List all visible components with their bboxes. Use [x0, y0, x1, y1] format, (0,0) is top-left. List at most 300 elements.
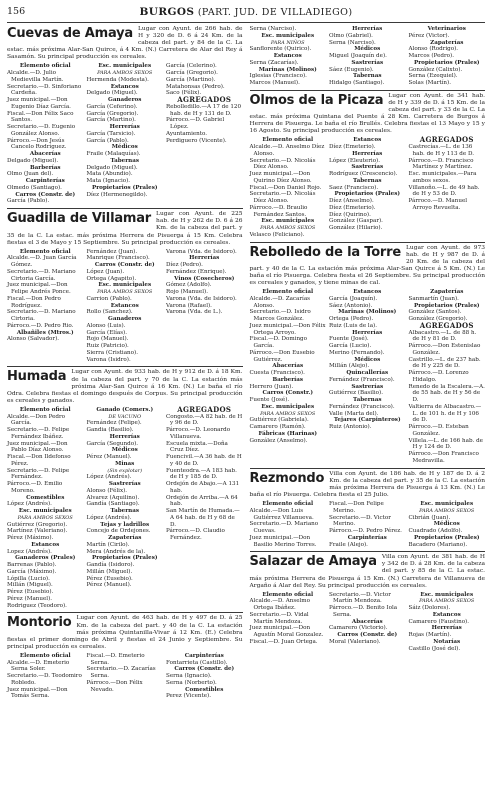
listing-line: Gómez (Adolfo).: [166, 282, 212, 289]
listing-line: Sierra (Cristiano).: [86, 349, 138, 356]
listing-line: Albacastro.—L. de 88 h. de H y 81 de D.: [408, 329, 477, 343]
category-heading: Médicos: [111, 447, 138, 454]
listing-line: Pérez (Manuel).: [86, 582, 132, 589]
listing-column: [87, 249, 164, 364]
listing-line: García (Elías).: [86, 329, 128, 336]
listing-line: Alcalde.—D. Zacarías Alonso.: [249, 295, 311, 309]
category-heading: Barberías: [272, 376, 304, 383]
category-heading: Barberías: [29, 164, 61, 171]
listing-column: [409, 289, 486, 465]
listing-line: Fernández (Francisco).: [329, 403, 395, 410]
page-title: [7, 6, 485, 18]
town-description: Humada Lugar con Ayunt. de 933 hab. de H y 912 de D. á 18 Km. de la cabeza del part. y 70 de la C. La estación más próxima Alar-San Quirce á 16 Km. (N.) Le baña el río Odra. Celebra fiestas el domingo después de Corpus. Su principal producción es cereales y ganados.: [7, 369, 243, 404]
listing-line: Pérez (Victor).: [408, 32, 450, 39]
listing-line: García (Tarsicio).: [86, 130, 136, 137]
page-number: 156: [7, 6, 26, 17]
town-name: Cuevas de Amaya: [7, 26, 133, 41]
entry-divider: [250, 242, 486, 243]
listing-line: Secretario.—D. Nicolás Díez Alonso.: [249, 191, 316, 205]
listing-line: Fuente (José).: [329, 336, 369, 343]
listing-line: Alvarez (Aquilino).: [86, 494, 140, 501]
category-heading: Médicos: [354, 46, 381, 53]
listing-line: Párroco.—D. Esteban González.: [408, 424, 469, 437]
listing-line: Sáez (Antonio).: [329, 302, 373, 309]
category-heading: Veterinarios: [427, 26, 466, 32]
listing-line: Perez (Vicente).: [166, 693, 212, 700]
listing-line: Ruiz (Antonio).: [329, 424, 372, 431]
category-note: (Sin explotar): [107, 467, 143, 474]
listing-line: Camarero (Faustino).: [408, 618, 470, 625]
page-header: [7, 6, 485, 23]
listing-line: González (Santos).: [408, 309, 462, 316]
category-heading: Carros (Constr.): [262, 390, 313, 397]
town-entry: [7, 369, 243, 609]
listing-line: Ortega (Pedro).: [329, 316, 374, 323]
category-heading: Tabernas: [110, 508, 139, 515]
listing-line: Alcalde.—D. Emeterio Serna Soler.: [7, 659, 70, 673]
listing-line: Párroco.—D. Benito Iola Serna.: [329, 605, 398, 618]
town-name: Rebolledo de la Torre: [249, 244, 401, 260]
listing-line: López (Andrés).: [86, 474, 132, 481]
columns: [7, 26, 485, 700]
listing-line: Iglesias (Francisco).: [249, 73, 307, 80]
category-heading: Propietarios (Prales): [414, 534, 480, 541]
listing-line: Pérez (Eusebio).: [7, 589, 54, 596]
category-heading: Esc. municipales: [98, 63, 152, 70]
category-heading: Zapaterías: [430, 289, 464, 296]
listing-line: Gandia (Basilio).: [86, 427, 134, 434]
listing-line: Sanflorente (Quirico).: [249, 46, 312, 53]
listing-line: Carrion (Pablo).: [86, 295, 132, 302]
listing-line: Rojo (Manuel).: [86, 336, 129, 343]
town-entry: [7, 211, 243, 363]
listing-line: Secretario.—D. Felipe Fernández Ibáñez.: [7, 427, 70, 440]
listing-line: Párroco.—D. Leonardo Villanueva.: [166, 427, 231, 440]
listing-line: González (Hilario).: [329, 225, 383, 232]
category-heading: Marinas (Molinos): [258, 66, 317, 73]
category-heading: Carros (Constr. de): [94, 262, 155, 269]
category-heading: Comestibles: [185, 686, 224, 693]
listing-line: García (Martino).: [166, 76, 216, 83]
listing-line: Párroco.—D. Emilio Moreno.: [7, 481, 63, 494]
listing-line: Díez (Hermenegildo).: [86, 191, 148, 198]
category-heading: Propietarios (Prales): [414, 59, 480, 66]
listing-line: Sáez (Eugenio).: [329, 66, 374, 73]
listing-column: [409, 26, 486, 87]
listing-line: Párroco.—Don Francisco Medravilla.: [408, 451, 479, 464]
listing-line: Cuesta (Francisco).: [249, 370, 305, 377]
listing-column: [7, 249, 84, 364]
category-note: PARA AMBOS SEXOS: [17, 514, 73, 521]
listing-line: Secretario.—D. Mariano Cirtoria García.: [7, 268, 76, 282]
category-heading: Elemento oficial: [262, 501, 314, 507]
listing-line: Lopez (Andrés).: [7, 548, 52, 555]
category-note: PARA AMBOS SEXOS: [260, 225, 316, 232]
listing-line: Camarero (Victorio).: [329, 625, 388, 632]
listing-line: González (Calixto).: [408, 66, 463, 73]
category-heading: Tabernas: [352, 177, 382, 184]
category-heading: Estancos: [110, 83, 139, 90]
category-heading: Estancos: [432, 611, 461, 618]
page-title-sub: (PART. JUD. DE VILLADIEGO): [197, 7, 353, 18]
listing-column: [329, 137, 406, 238]
listing-column: [250, 26, 327, 87]
listing-line: Martín (Cirilo).: [86, 541, 130, 548]
listing-line: Valle (Marta del).: [329, 410, 379, 417]
category-heading: Herrerías: [109, 433, 140, 440]
listing-line: Hermenda (Modesta).: [86, 76, 149, 83]
listing-column: [250, 501, 327, 548]
listing-line: Ruiz (Luis de la).: [329, 322, 378, 329]
category-heading: Esc. municipales: [420, 591, 474, 598]
category-heading: Herrerías: [352, 150, 383, 157]
listing-line: Olmo (Gabriel).: [329, 32, 373, 39]
listing-line: Manrique (Francisco).: [86, 255, 150, 262]
listing-column: [329, 592, 406, 653]
category-heading: Vinos (Cosecheros): [174, 275, 235, 282]
listing-line: Secretario.—D. Vidal Martín Mendoza.: [249, 611, 309, 625]
listing-line: García (Celerino).: [166, 63, 217, 70]
listing-line: Saez (Francisco).: [329, 184, 379, 191]
listing-column: [87, 407, 164, 610]
listing-line: Fernández (Francisco).: [329, 376, 395, 383]
category-heading: Sastrerías: [351, 164, 384, 171]
category-heading: Elemento oficial: [262, 137, 314, 144]
listing-column: [250, 137, 327, 238]
listing-line: Secretario.—D. Nicolás Díez Alonso.: [249, 157, 316, 171]
listing-line: García (Gregorio).: [86, 110, 139, 117]
listing-line: García (Segundo).: [86, 440, 139, 447]
category-heading: Albañiles (Mtros.): [16, 329, 74, 336]
town-description: Guadilla de Villamar Lugar con Ayunt. de 225 hab. de H y 262 de D. 6 á 26 Km. de la cabeza del part. y 35 de la C. La estac. más próxima Herrera de Pisuerga á 15 Km. Celebra fiestas el 3 de Mayo y 15 Septiembre. Su principal producción es cereales.: [7, 211, 243, 246]
town-entry: [7, 615, 243, 700]
category-heading: Carros (Constr. de): [174, 666, 235, 673]
listing-line: Gandía (Santiago).: [86, 501, 140, 508]
listing-line: Párroco.—D. Manuel Arroyo Revuelta.: [408, 198, 468, 211]
listing-line: Fiscal.—Don Felipe Merino.: [329, 501, 384, 514]
category-heading: Zapaterías: [108, 535, 142, 542]
entry-divider: [250, 468, 486, 469]
listing-line: Olmo (Juan del).: [7, 171, 54, 178]
category-heading: Ganaderos (Prales): [15, 555, 76, 562]
entry-divider: [7, 208, 243, 209]
listing-line: Alcalde.—D. Juan García Gómez.: [7, 255, 77, 269]
category-heading: Herrerías: [352, 26, 383, 32]
category-heading: Carros (Constr. de): [15, 191, 76, 198]
listing-line: Alonso (Rodrigo).: [408, 46, 459, 53]
listing-line: Fernández (Enrique).: [166, 268, 227, 275]
listing-line: Millán (Miguel).: [7, 582, 53, 589]
listing-line: Varona (Isidro).: [86, 356, 131, 363]
listing-column: [7, 407, 84, 610]
listing-column: [87, 653, 164, 700]
category-note: PARA AMBOS SEXOS: [419, 598, 475, 605]
listing-line: Fiscal.—Don Pedro Rodríguez.: [7, 295, 61, 309]
listing-line: Camarero (Ramón).: [249, 424, 306, 431]
listing-line: López (Eleuterio).: [329, 157, 381, 164]
listing-column: [409, 501, 486, 548]
listing-line: Esc. municipales.—Para ambos sexos.: [408, 171, 477, 184]
category-heading: Abacerías: [351, 618, 383, 625]
town-name: Olmos de la Picaza: [249, 92, 384, 108]
agregados-heading: AGREGADOS: [177, 95, 232, 105]
category-heading: Minas: [115, 460, 135, 467]
listing-line: García (Pablo).: [7, 198, 50, 205]
listing-line: Fontarrieta (Castillo).: [166, 659, 228, 666]
listing-line: Secretario.—D. Mariano Cuevas.: [249, 521, 319, 534]
category-note: PARA NIÑOS: [270, 39, 305, 46]
category-heading: Elemento oficial: [262, 591, 314, 598]
category-heading: Propietarios (Prales): [92, 184, 158, 191]
listing-line: Rodriguez (Teodoro).: [7, 602, 67, 609]
category-heading: Abacerías: [29, 151, 61, 158]
listing-line: Rojo (Manuel).: [166, 289, 208, 296]
town-name: Montorio: [7, 615, 72, 631]
listing-line: Villanoño.—L. de 49 hab. de H y 53 de D.: [408, 184, 480, 198]
listing-line: Herrero (Juan).: [249, 383, 294, 390]
listing-line: Párroco.—D. Braulio Fernández Santos.: [249, 204, 308, 218]
listing-line: Párroco.—D. Francisco Martínez y Martínez.: [408, 157, 474, 171]
listing-line: Gutiérrez (Basilio).: [329, 390, 383, 397]
listing-column: [7, 63, 84, 205]
listing-line: González (Gaspar).: [329, 218, 383, 225]
listing-line: Villela.—L. de 166 hab. de H y 124 de D.: [408, 437, 483, 451]
category-heading: Carpinterías: [184, 652, 224, 659]
entry-listing-grid: [7, 63, 243, 205]
listing-line: Miguel (Joaquín de).: [329, 53, 387, 59]
listing-line: García (Gregorio).: [166, 70, 218, 77]
listing-line: García (Ceferino).: [86, 103, 138, 110]
listing-line: Perdiguero (Vicente).: [166, 137, 227, 144]
listing-line: Juez municipal.—Don Felipe Andrés Ponce.: [7, 282, 71, 296]
category-heading: Estancos: [31, 541, 60, 548]
listing-line: Párroco.—Don Eusebio Gutiérrez.: [249, 349, 315, 363]
listing-line: Secretario.—D. Teodomiro Robledo.: [7, 673, 82, 686]
listing-line: Alcalde.—D. Anselmo Ortega Ibáñez.: [249, 598, 310, 612]
listing-line: Moral (Valeriano).: [329, 638, 381, 645]
listing-line: Fiscal.—Don Félix Saco Santos.: [7, 110, 74, 124]
listing-line: Castrecías.—L. de 136 hab. de H y 113 de D.: [408, 144, 475, 157]
listing-line: Fiscal.—D. Domingo García.: [249, 336, 308, 350]
listing-line: Secretario.—D. Sinforiano Cardeña.: [7, 83, 82, 97]
listing-line: Millán (Alejo).: [329, 363, 370, 370]
listing-line: López (Andrés).: [86, 514, 132, 521]
category-heading: Carros (Constr. de): [337, 632, 398, 639]
listing-line: Sáiz (Dolores).: [408, 605, 451, 612]
town-name: Rezmondo: [249, 470, 325, 486]
listing-line: Secretario.—D. Mariano Cirtoria.: [7, 309, 76, 323]
category-heading: Fábricas (Harinas): [258, 430, 317, 437]
listing-column: [166, 653, 243, 700]
town-name: Salazar de Amaya: [249, 554, 377, 570]
listing-line: Rodríguez (Crescencio).: [329, 171, 398, 178]
category-heading: Abacerías: [272, 363, 304, 370]
listing-line: Congosto.—A 82 hab. de H y 96 de D.: [166, 413, 243, 427]
category-heading: Elemento oficial: [19, 652, 71, 659]
listing-line: Renedo de la Escalera.—A. de 55 hab. de H y 56 de D.: [408, 383, 485, 404]
category-heading: Sastrerías: [351, 59, 384, 66]
listing-line: Alonso (Félix).: [86, 487, 128, 494]
category-heading: Elemento oficial: [19, 406, 71, 413]
entry-listing-grid: [250, 592, 486, 653]
listing-line: San Martín de Humada.—A 64 hab. de H y 68 de D.: [166, 508, 240, 528]
entry-listing-grid: [250, 289, 486, 465]
category-heading: Esc. municipales: [261, 218, 315, 225]
listing-line: Juez municipal.—Don Pablo Díaz Alonso.: [7, 440, 68, 454]
listing-line: Rojas (Martín).: [408, 632, 452, 639]
town-name: Guadilla de Villamar: [7, 211, 152, 227]
town-entry: [250, 245, 486, 465]
listing-line: Juez municipal.—Don Agustín Moral Gonzalez.: [249, 625, 324, 639]
listing-line: Párroco.—Don Estenislao González.: [408, 343, 481, 356]
listing-line: Juez municipal.—Don Félix Ortega Arroyo.: [249, 322, 326, 336]
category-heading: Zapaterías: [430, 39, 464, 46]
town-entry: [250, 93, 486, 239]
listing-line: Díez (Quirino).: [329, 211, 371, 218]
category-heading: Carpinterías: [347, 534, 387, 541]
listing-line: Pérez (Manuel).: [7, 595, 53, 602]
listing-line: Delgado (Miguel).: [86, 164, 138, 171]
town-description: Rezmondo Villa con Ayunt. de 186 hab. de H y 187 de D. á 2 Km. de la cabeza del part. y 35 de la C. La estación más próxima Herrera de Pisuerga á 13 Km. (N.) Le baña el río Pisuerga. Celebra fiesta el 25 Julio.: [249, 470, 485, 498]
listing-column: [409, 137, 486, 238]
listing-line: Alcalde.—D. Anselmo Díez Alonso.: [249, 144, 325, 157]
listing-line: Párroco.—D. Lorenzo Hidalgo.: [408, 370, 469, 383]
category-heading: Elemento oficial: [262, 289, 314, 296]
category-heading: Estancos: [353, 137, 382, 144]
listing-column: [166, 63, 243, 205]
listing-line: Saco (Félix).: [166, 90, 202, 97]
listing-column: [166, 404, 243, 610]
listing-line: García (Joaquín).: [329, 295, 378, 302]
listing-column: [7, 653, 84, 700]
category-heading: Médicos: [433, 521, 460, 528]
listing-line: Juez municipal.—Don Tomás Serna.: [7, 686, 68, 700]
listing-line: Fiscal.—Don Daniel Rojo.: [249, 184, 322, 191]
listing-line: Secretario.—D. Victor Martín Mendoza.: [329, 591, 391, 605]
listing-line: Gandía (Isidoro).: [86, 562, 135, 569]
listing-line: Velasco (Feliciano).: [249, 231, 305, 238]
listing-line: Valtierra de Albacastro.—L. de 101 h. de H y 106 de D.: [408, 403, 482, 424]
listing-line: Díez (Emeterio).: [329, 144, 376, 151]
agregados-heading: AGREGADOS: [419, 135, 474, 145]
category-heading: Propietarios (Prales): [92, 555, 158, 562]
category-heading: Esc. municipales: [261, 403, 315, 410]
listing-line: Fernández (Felipe).: [86, 420, 142, 427]
town-description: Salazar de Amaya Villa con Ayunt. de 381 hab. de H y 342 de D. á 28 Km. de la cabeza del part. y 85 de la C. La estac. más próxima Herrera de Pisuerga á 15 Km. (N.) Carretera de Villanueva de Argaño á Alar del Rey. Su principal producción es cereales.: [249, 554, 485, 589]
listing-line: García (Martino).: [86, 117, 136, 124]
listing-line: Díez (Emeterio).: [329, 204, 376, 211]
listing-line: Serna (Narciso).: [329, 39, 376, 46]
category-note: PARA AMBOS SEXOS: [97, 70, 153, 77]
listing-line: Gutiérrez (Gregorio).: [7, 521, 68, 528]
listing-line: Ruiz (Patricio).: [86, 343, 129, 350]
listing-line: Ayuntamiento.: [166, 130, 208, 137]
listing-line: Sanmartín (Juan).: [408, 295, 459, 302]
category-heading: Esc. municipales: [261, 32, 315, 39]
listing-line: Escuela mixta.—Doña Cruz Díez.: [166, 440, 228, 454]
listing-line: Marcos (Pedro).: [408, 53, 454, 59]
listing-line: Delgado (Miguel).: [86, 90, 138, 97]
listing-line: López (Juan).: [86, 268, 125, 275]
listing-line: Fraile (Alejo).: [329, 541, 368, 548]
listing-line: Juez municipal.—Don Quirino Díez Alonso.: [249, 171, 312, 184]
listing-line: Lópilla (Lucio).: [7, 575, 50, 582]
listing-line: Delgado (Miguel).: [7, 157, 59, 164]
listing-line: Secretario.—D. Zacarías Serna.: [86, 666, 156, 680]
category-heading: Esc. municipales: [98, 282, 152, 289]
category-heading: Esc. municipales: [18, 508, 72, 515]
category-heading: Estancos: [273, 53, 302, 59]
category-heading: Tabernas: [352, 397, 382, 404]
listing-column: [329, 289, 406, 465]
right-column: [250, 26, 486, 700]
listing-line: Párroco.—D. Gabriel López.: [166, 117, 225, 131]
category-heading: Tabernas: [110, 157, 139, 164]
listing-column: [329, 26, 406, 87]
category-heading: Ganaderos: [108, 316, 142, 323]
listing-line: Serna (Narciso).: [249, 26, 297, 32]
listing-line: Matahonsas (Pedro).: [166, 83, 225, 90]
category-heading: Ganaderos: [108, 97, 142, 104]
entry-listing-grid: [7, 653, 243, 700]
category-heading: Sastrerías: [108, 481, 141, 488]
page-title-main: BURGOS: [139, 6, 195, 18]
town-entry: [250, 554, 486, 652]
listing-column: [166, 249, 243, 364]
listing-line: Cuadrado (Adolfo).: [408, 528, 463, 534]
listing-line: Gutiérrez (Gabriela).: [249, 417, 309, 424]
category-heading: Carpinterías: [25, 178, 65, 185]
listing-line: Alcalde.—D. Julio Medievilla Martín.: [7, 70, 64, 83]
entry-listing-grid: [7, 249, 243, 364]
category-heading: Esc. municipales: [420, 501, 474, 507]
listing-line: Secretario.—D. Felipe Fernández.: [7, 467, 70, 481]
entry-divider: [7, 612, 243, 613]
listing-line: Fraile (Malaquías).: [86, 151, 141, 158]
listing-line: Marcos (Manuel).: [249, 80, 300, 86]
entry-divider: [250, 90, 486, 91]
listing-column: [87, 63, 164, 205]
listing-line: Pérez (Máximo).: [7, 535, 54, 542]
listing-line: Barrenas (Pablo).: [7, 562, 57, 569]
listing-line: Párroco.—Don Jesús Cancelo Rodríguez.: [7, 137, 67, 151]
listing-line: Díez (Pedro).: [166, 262, 203, 269]
listing-line: Serna (Zacarías).: [249, 59, 299, 66]
listing-line: Alonso (Luis).: [86, 322, 126, 329]
category-heading: Ganado (Comers.): [96, 406, 154, 413]
listing-line: Hidalgo (Santiago).: [329, 80, 385, 86]
listing-line: González (Gregorio).: [408, 316, 468, 323]
category-heading: Herrerías: [109, 124, 140, 131]
listing-line: Fiscal.—D. Juan Ortega.: [249, 638, 318, 645]
entry-listing-grid: [7, 404, 243, 610]
entry-divider: [250, 551, 486, 552]
listing-line: Olmedo (Santiago).: [7, 184, 62, 191]
listing-line: Ordejón de Arriba.—A 64 hab.: [166, 494, 238, 508]
town-description: Montorio Lugar con Ayunt. de 463 hab. de H y 497 de D. á 25 Km. de la cabeza del part. y 40 de la C. La estación más próxima Quintanilla-Vivar á 12 Km. (E.) Celebra fiestas el primer domingo de Abril y fiestas el 24 Junio y Septiembre. Su principal producción es cereales.: [7, 615, 243, 650]
listing-line: Varona (Vda. de Isidoro).: [166, 248, 237, 255]
listing-line: García (Máximo).: [7, 568, 57, 575]
listing-line: Varona (Vda. de L.).: [166, 309, 223, 316]
listing-line: Secretario.—D. Victor Merino.: [329, 514, 391, 528]
listing-line: Castrillo.—L. de 237 hab. de H y 225 de D.: [408, 356, 481, 370]
listing-line: Cibrián (Juan).: [408, 514, 451, 521]
listing-line: Serna (Ezequiel).: [408, 73, 458, 80]
listing-line: Concejo de Ordejones.: [86, 528, 151, 535]
listing-line: Secretario.—D. Eugenio González Alonso.: [7, 124, 76, 137]
listing-column: [250, 289, 327, 465]
listing-line: González (Anselmo).: [249, 437, 308, 444]
